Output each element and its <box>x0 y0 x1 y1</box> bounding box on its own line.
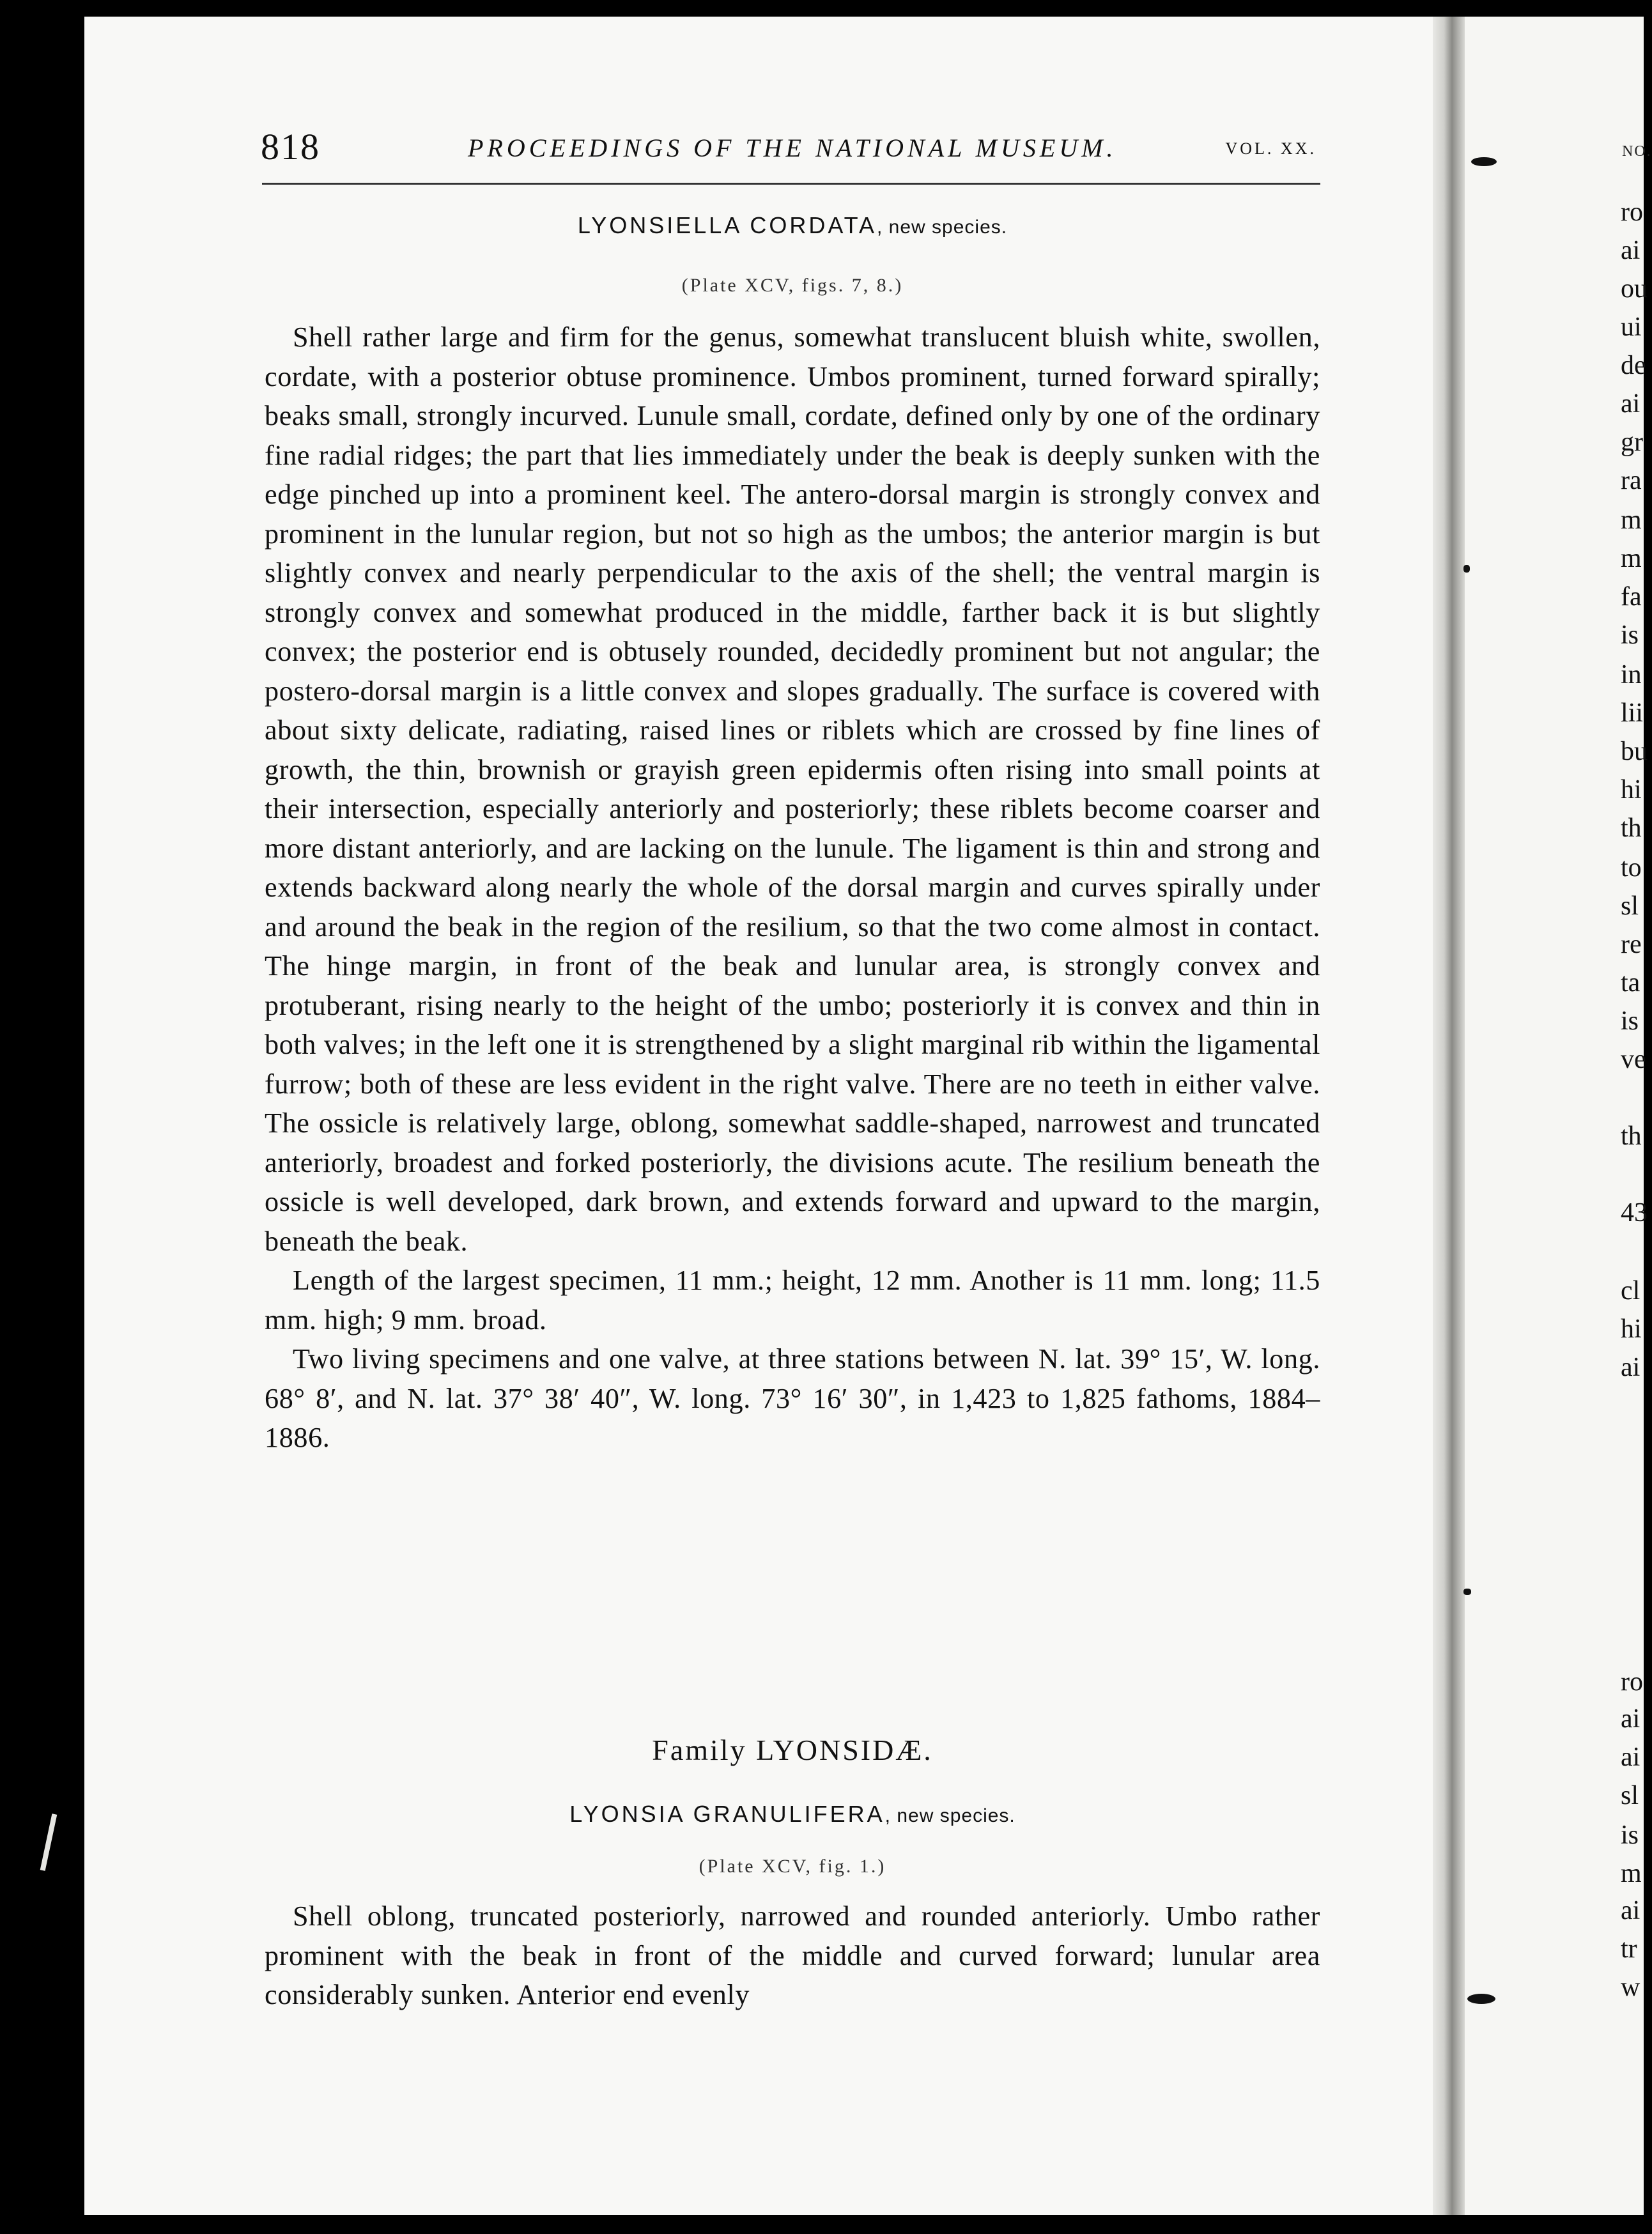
species-name: LYONSIELLA CORDATA <box>577 212 877 238</box>
facing-page-fragment: ai <box>1621 236 1640 265</box>
species-heading-lyonsiella <box>261 212 1324 239</box>
gutter-mark <box>1471 157 1497 166</box>
facing-page-fragment: ta <box>1621 968 1640 998</box>
facing-page-fragment: cl <box>1621 1276 1640 1306</box>
gutter-mark <box>1463 565 1470 573</box>
facing-page-fragment: ai <box>1621 1743 1640 1772</box>
page-number: 818 <box>261 126 320 167</box>
facing-page-fragment: fa <box>1621 582 1642 612</box>
facing-page-fragment: hi <box>1621 775 1642 805</box>
species-tag: , new species. <box>877 217 1008 238</box>
species-heading-lyonsia <box>261 1801 1324 1828</box>
facing-page-fragment: ro <box>1621 1667 1643 1697</box>
facing-page-fragment: sl <box>1621 891 1639 921</box>
facing-page-fragment: to <box>1621 853 1642 882</box>
facing-page-fragment: ai <box>1621 1896 1640 1925</box>
facing-page-fragment: bu <box>1621 737 1648 766</box>
running-head <box>261 125 1324 176</box>
species-name: LYONSIA GRANULIFERA <box>569 1801 885 1827</box>
facing-page-fragment: tr <box>1621 1934 1637 1964</box>
facing-page-fragment: ai <box>1621 389 1640 419</box>
facing-page-fragment: m <box>1621 544 1642 573</box>
facing-page-fragment: in <box>1621 660 1642 689</box>
facing-page-fragment: ro <box>1621 197 1643 227</box>
facing-page-head: NO. <box>1622 143 1652 160</box>
facing-page-fragment: th <box>1621 813 1642 843</box>
page-gutter <box>1433 17 1465 2215</box>
family-heading: Family LYONSIDÆ. <box>652 1734 933 1766</box>
facing-page-fragment: ou <box>1621 274 1648 304</box>
facing-page-fragment: de <box>1621 351 1646 380</box>
facing-page-fragment: ui <box>1621 312 1642 342</box>
plate-reference: (Plate XCV, fig. 1.) <box>699 1856 886 1877</box>
species-2-text <box>265 1897 1320 2015</box>
facing-page-fragment: ve <box>1621 1045 1646 1074</box>
facing-page-fragment: is <box>1621 620 1639 650</box>
description-paragraph: Shell rather large and firm for the genus, somewhat translucent bluish white, swollen, cordate, with a posterior obtuse prominence. Umbos prominent, turned forward spirally; beaks small, strongly incurved. Lunule small, cordate, defined only by one of the ordinary fine radial ridges; the part that lies immediately under the beak is deeply sunken with the edge pinched up into a prominent keel. The antero-dorsal margin is strongly convex and prominent in the lunular region, but not so high as the umbos; the anterior margin is but slightly convex and nearly perpendicular to the axis of the shell; the ventral margin is strongly convex and somewhat produced in the middle, farther back it is but slightly convex; the posterior end is obtusely rounded, decidedly prominent but not angular; the postero-dorsal margin is a little convex and slopes gradually. The surface is covered with about sixty delicate, radiating, raised lines or riblets which are crossed by fine lines of growth, the thin, brownish or grayish green epidermis often rising into small points at their intersection, especially anteriorly and posteriorly; these riblets become coarser and more distant anteriorly, and are lacking on the lunule. The ligament is thin and strong and extends backward along nearly the whole of the dorsal margin and curves spirally under and around the beak in the region of the resilium, so that the two come almost in contact. The hinge margin, in front of the beak and lunular area, is strongly convex and protuberant, rising nearly to the height of the umbo; posteriorly it is convex and thin in both valves; in the left one it is strengthened by a slight marginal rib within the ligamental furrow; both of these are less evident in the right valve. There are no teeth in either valve. The ossicle is relatively large, oblong, somewhat saddle-shaped, narrowest and truncated anteriorly, broadest and forked posteriorly, the divisions acute. The resilium beneath the ossicle is well developed, dark brown, and extends forward and upward to the margin, beneath the beak. <box>265 321 1320 1257</box>
measurements-paragraph: Length of the largest specimen, 11 mm.; height, 12 mm. Another is 11 mm. long; 11.5 mm. high; 9 mm. broad. <box>265 1265 1320 1336</box>
facing-page-fragment: re <box>1621 930 1642 959</box>
journal-title: PROCEEDINGS OF THE NATIONAL MUSEUM. <box>468 134 1117 162</box>
facing-page-fragment: m <box>1621 1859 1642 1888</box>
facing-page-fragment: m <box>1621 505 1642 535</box>
species-tag: , new species. <box>884 1805 1015 1826</box>
species-1-text <box>265 318 1320 1458</box>
facing-page <box>1465 17 1644 2215</box>
facing-page-fragment: gr <box>1621 428 1643 457</box>
gutter-mark <box>1463 1589 1471 1595</box>
facing-page-fragment: is <box>1621 1006 1639 1036</box>
facing-page-fragment: hi <box>1621 1314 1642 1344</box>
facing-page-fragment: th <box>1621 1121 1642 1151</box>
facing-page-fragment: 43 <box>1621 1198 1648 1228</box>
facing-page-fragment: ai <box>1621 1353 1640 1382</box>
facing-page-fragment: sl <box>1621 1781 1639 1810</box>
facing-page-fragment: ai <box>1621 1704 1640 1734</box>
facing-page-fragment: ra <box>1621 466 1642 495</box>
volume-label: VOL. XX. <box>1225 139 1316 158</box>
description-paragraph: Shell oblong, truncated posteriorly, narrowed and rounded anteriorly. Umbo rather prominent with the beak in front of the middle and curved forward; lunular area considerably sunken. Anterior end evenly <box>265 1900 1320 2010</box>
facing-page-fragment: is <box>1621 1821 1639 1850</box>
facing-page-fragment: w <box>1621 1973 1640 2002</box>
locality-paragraph: Two living specimens and one valve, at three stations between N. lat. 39° 15′, W. long. 68° 8′, and N. lat. 37° 38′ 40″, W. long. 73° 16′ 30″, in 1,423 to 1,825 fathoms, 1884–1886. <box>265 1343 1320 1453</box>
facing-page-fragment: lii <box>1621 698 1644 728</box>
plate-reference: (Plate XCV, figs. 7, 8.) <box>681 275 904 296</box>
header-rule <box>262 183 1320 185</box>
scan-artifact <box>40 1814 58 1871</box>
gutter-mark <box>1467 1994 1495 2004</box>
